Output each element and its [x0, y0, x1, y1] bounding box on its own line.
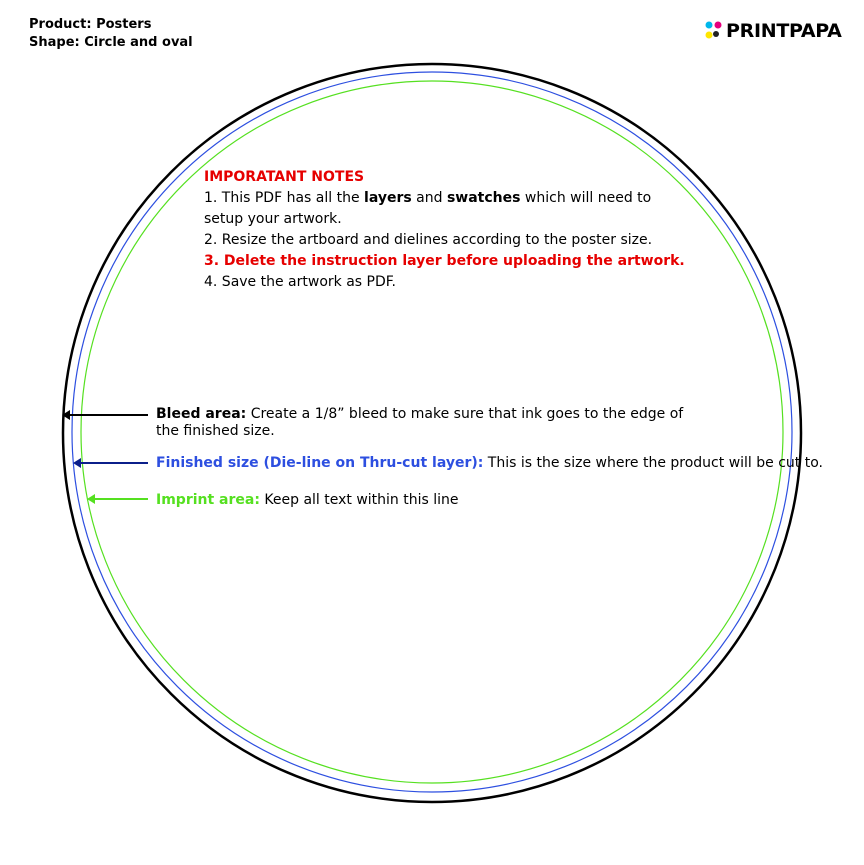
important-notes: [204, 167, 685, 293]
finished-arrow: [73, 458, 148, 468]
bleed-label: Bleed area:: [156, 406, 247, 422]
logo-text: PRINTPAPA: [726, 20, 842, 42]
note-1-cont: setup your artwork.: [204, 211, 342, 227]
note-3: 3. Delete the instruction layer before uploading the artwork.: [204, 253, 685, 269]
notes-title: IMPORATANT NOTES: [204, 169, 365, 185]
finished-text: This is the size where the product will be cut to.: [483, 455, 823, 471]
note-1: 1. This PDF has all the layers and swatches which will need to: [204, 190, 652, 206]
imprint-arrow: [87, 494, 148, 504]
legend-imprint: [156, 492, 459, 509]
finished-label: Finished size (Die-line on Thru-cut layer):: [156, 455, 484, 471]
legend-bleed: [156, 406, 696, 440]
bleed-text: Create a 1/8” bleed to make sure that ink goes to the edge of the finished size.: [156, 406, 684, 439]
note-2: 2. Resize the artboard and dielines according to the poster size.: [204, 232, 653, 248]
product-label: Product: Posters: [29, 17, 152, 32]
note-4: 4. Save the artwork as PDF.: [204, 274, 397, 290]
shape-label: Shape: Circle and oval: [29, 35, 193, 50]
bleed-arrow: [62, 410, 148, 420]
imprint-label: Imprint area:: [156, 492, 260, 508]
imprint-text: Keep all text within this line: [259, 492, 459, 508]
legend-finished: [156, 455, 823, 472]
